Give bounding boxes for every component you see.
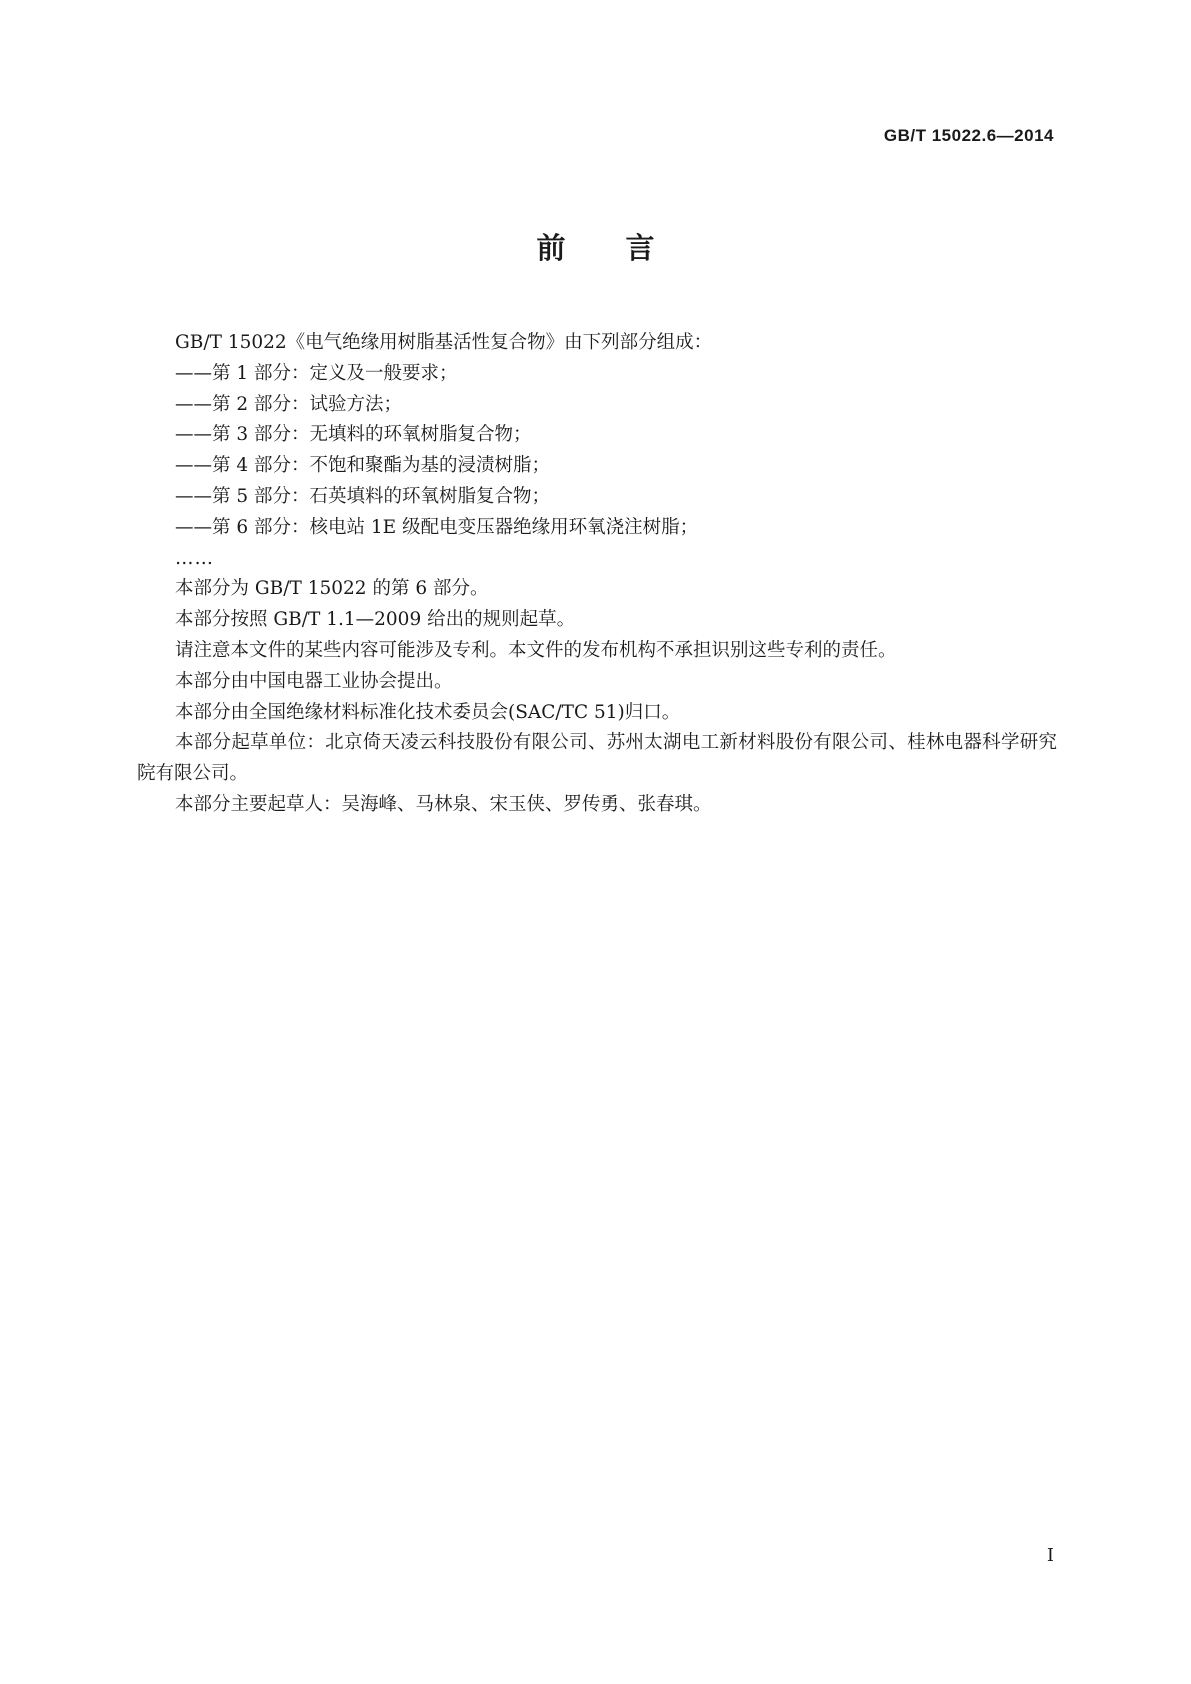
paragraph-proposer: 本部分由中国电器工业协会提出。 xyxy=(175,670,453,692)
paragraph-part-number: 本部分为 GB/T 15022 的第 6 部分。 xyxy=(175,578,489,600)
part-list-item: ——第 2 部分：试验方法； xyxy=(175,393,403,415)
document-body xyxy=(137,328,1057,821)
page-title: 前言 xyxy=(536,231,715,265)
part-list-item: ——第 5 部分：石英填料的环氧树脂复合物； xyxy=(175,485,551,507)
part-list-item: ——第 6 部分：核电站 1E 级配电变压器绝缘用环氧浇注树脂； xyxy=(175,516,699,538)
paragraph-patent-notice: 请注意本文件的某些内容可能涉及专利。本文件的发布机构不承担识别这些专利的责任。 xyxy=(175,639,897,661)
paragraph-drafting-units: 本部分起草单位：北京倚天凌云科技股份有限公司、苏州太湖电工新材料股份有限公司、桂林电器科学研究院有限公司。 xyxy=(137,732,1057,785)
part-list-item: ——第 1 部分：定义及一般要求； xyxy=(175,362,458,384)
paragraph-drafting-rules: 本部分按照 GB/T 1.1—2009 给出的规则起草。 xyxy=(175,609,576,631)
page-number: I xyxy=(1046,1545,1054,1566)
list-ellipsis: …… xyxy=(175,547,214,569)
part-list-item: ——第 4 部分：不饱和聚酯为基的浸渍树脂； xyxy=(175,455,551,477)
standard-code: GB/T 15022.6—2014 xyxy=(883,126,1054,145)
intro-paragraph: GB/T 15022《电气绝缘用树脂基活性复合物》由下列部分组成： xyxy=(175,332,713,353)
part-list-item: ——第 3 部分：无填料的环氧树脂复合物； xyxy=(175,424,532,446)
paragraph-committee: 本部分由全国绝缘材料标准化技术委员会(SAC/TC 51)归口。 xyxy=(175,701,681,723)
paragraph-drafters: 本部分主要起草人：吴海峰、马林泉、宋玉侠、罗传勇、张春琪。 xyxy=(175,793,712,815)
